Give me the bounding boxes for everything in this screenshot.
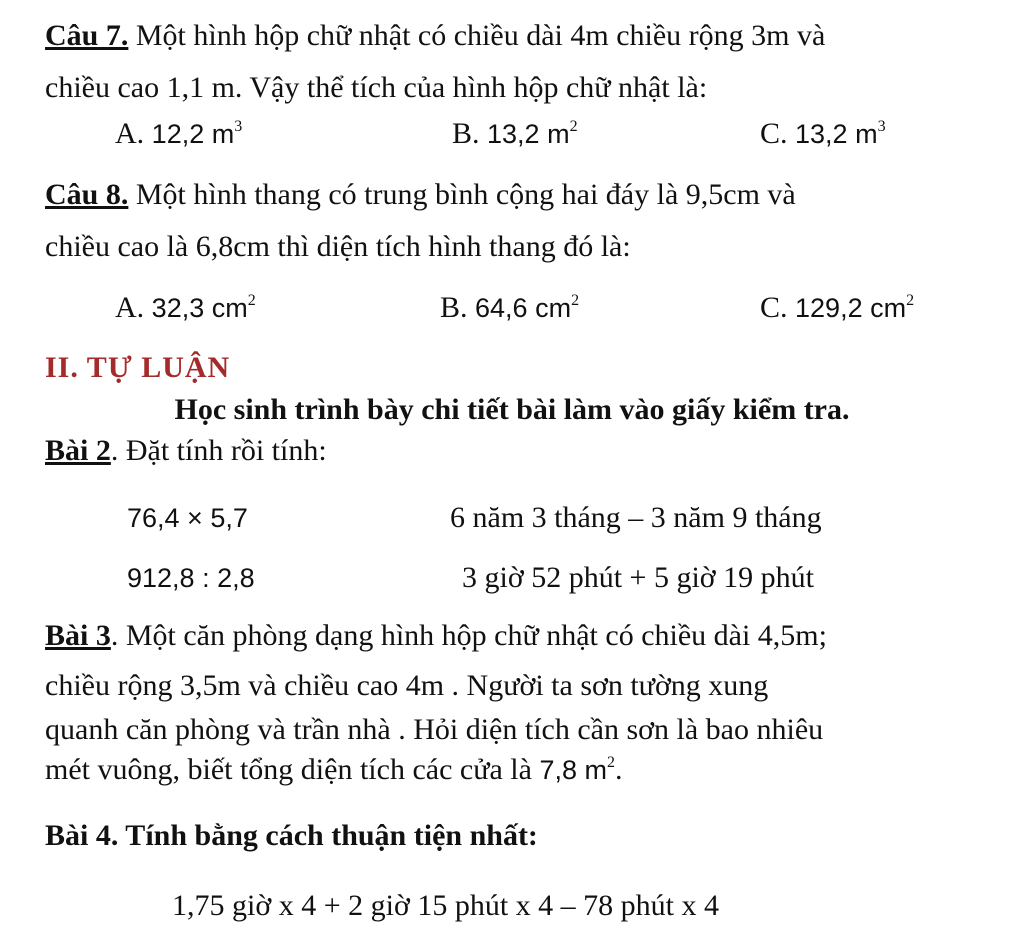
bai3-area-value: 7,8 m [539,755,607,785]
option-letter: A. [115,117,145,150]
bai3-text-1: . Một căn phòng dạng hình hộp chữ nhật có chiều dài 4,5m; [110,619,827,652]
q8-text-2: chiều cao là 6,8cm thì diện tích hình thang đó là: [45,230,631,263]
option-exponent: 2 [571,292,580,309]
option-value: 32,3 cm [151,293,248,323]
section-instruction: Học sinh trình bày chi tiết bài làm vào giấy kiểm tra. [174,393,850,426]
bai3-text-4: mét vuông, biết tổng diện tích các cửa là [45,753,540,786]
bai3-area-exponent: 2 [606,754,615,771]
q7-line-1 [45,18,825,54]
bai3-label: Bài 3 [45,619,111,652]
option-value: 13,2 m [795,119,878,149]
q8-text-1: Một hình thang có trung bình cộng hai đáy là 9,5cm và [128,178,796,211]
section-heading: II. TỰ LUẬN [45,351,231,384]
q7-option-a[interactable] [115,116,242,152]
bai3-text-3: quanh căn phòng và trần nhà . Hỏi diện tích cần sơn là bao nhiêu [45,713,824,746]
option-value: 129,2 cm [795,293,907,323]
bai3-line-4 [45,752,622,788]
q8-option-a[interactable] [115,290,256,326]
q8-label: Câu 8. [45,178,129,211]
q7-label: Câu 7. [45,19,129,52]
option-letter: A. [115,291,145,324]
bai3-text-2: chiều rộng 3,5m và chiều cao 4m . Người ta sơn tường xung [45,669,769,702]
q7-option-c[interactable] [760,116,886,152]
option-exponent: 2 [906,292,915,309]
option-letter: C. [760,291,788,324]
q7-text-1: Một hình hộp chữ nhật có chiều dài 4m chiều rộng 3m và [128,19,826,52]
option-exponent: 2 [569,118,578,135]
bai2-expr-1: 76,4 × 5,7 [127,503,248,533]
option-letter: B. [452,117,480,150]
bai2-expr-2: 6 năm 3 tháng – 3 năm 9 tháng [450,501,822,534]
bai2-expr-4: 3 giờ 52 phút + 5 giờ 19 phút [462,561,814,594]
q8-option-c[interactable] [760,290,914,326]
bai4-expression: 1,75 giờ x 4 + 2 giờ 15 phút x 4 – 78 phút x 4 [172,889,719,922]
q7-option-b[interactable] [452,116,578,152]
option-exponent: 2 [247,292,256,309]
option-letter: B. [440,291,468,324]
bai3-line-1 [45,618,827,654]
option-exponent: 3 [877,118,886,135]
option-value: 13,2 m [487,119,570,149]
bai2-text: . Đặt tính rồi tính: [110,434,327,467]
q8-line-1 [45,177,796,213]
bai3-end: . [614,753,623,786]
option-exponent: 3 [234,118,243,135]
bai2-expr-3: 912,8 : 2,8 [127,563,255,593]
bai2-label: Bài 2 [45,434,111,467]
q8-option-b[interactable] [440,290,579,326]
q7-text-2: chiều cao 1,1 m. Vậy thể tích của hình hộp chữ nhật là: [45,71,708,104]
bai4-heading: Bài 4. Tính bằng cách thuận tiện nhất: [45,819,538,852]
option-letter: C. [760,117,788,150]
option-value: 64,6 cm [475,293,572,323]
option-value: 12,2 m [151,119,235,149]
bai2-line [45,433,327,469]
